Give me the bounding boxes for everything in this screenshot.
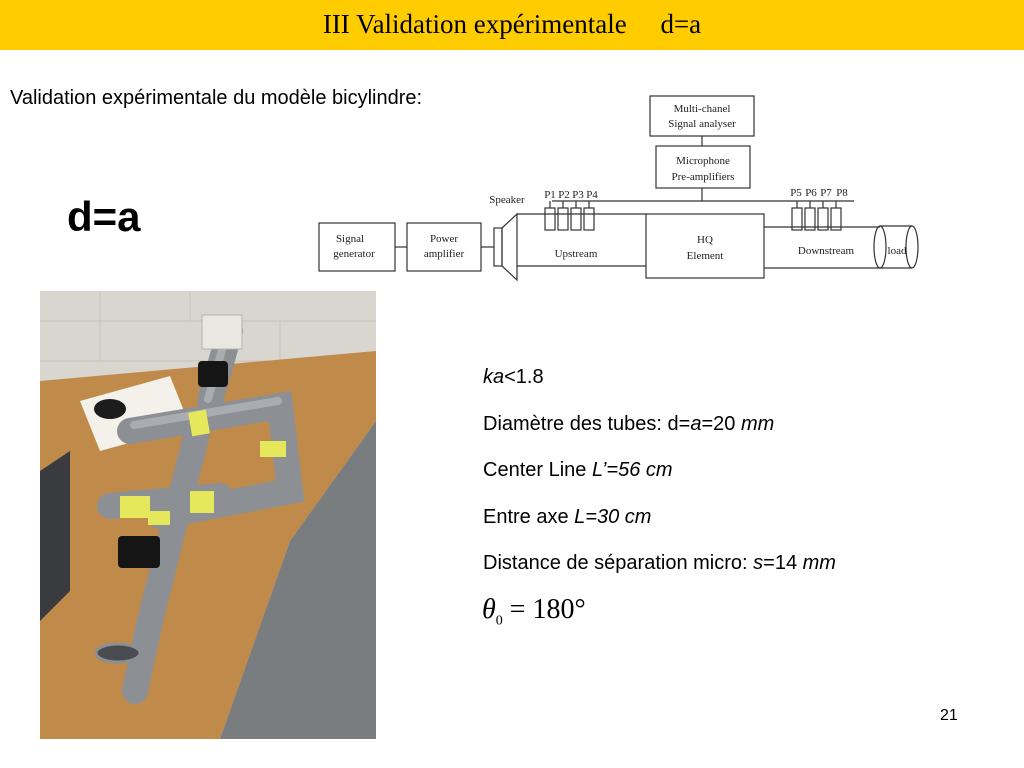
setup-photo bbox=[40, 291, 376, 739]
spec-micro-distance-value: =14 bbox=[763, 552, 803, 574]
spec-diameter-value: =20 bbox=[701, 412, 741, 435]
element-label-2: Element bbox=[686, 250, 724, 262]
preamp-label-1: Microphone bbox=[676, 155, 730, 167]
spec-micro-distance-unit: mm bbox=[802, 552, 836, 574]
spec-ka-value: <1.8 bbox=[504, 366, 544, 388]
analyser-box bbox=[650, 96, 754, 136]
mic-label-p3: P3 bbox=[572, 189, 584, 201]
setup-diagram bbox=[312, 90, 924, 290]
theta-equation bbox=[482, 594, 586, 630]
spec-diameter-unit: mm bbox=[740, 412, 775, 435]
spec-diameter-variable: a bbox=[690, 412, 702, 435]
preamp-label-2: Pre-amplifiers bbox=[671, 171, 735, 183]
mic-label-p8: P8 bbox=[836, 187, 848, 199]
mic-label-p4: P4 bbox=[586, 189, 598, 201]
mic-label-p5: P5 bbox=[790, 187, 802, 199]
speaker-label: Speaker bbox=[489, 194, 525, 206]
configuration-label: d=a bbox=[67, 193, 141, 240]
specifications-list bbox=[483, 366, 836, 599]
spec-micro-distance-prefix: Distance de séparation micro: bbox=[483, 552, 754, 574]
slide-title: III Validation expérimentale d=a bbox=[322, 9, 702, 39]
spec-center-line bbox=[483, 459, 836, 506]
power-amp-label-1: Power bbox=[429, 233, 459, 245]
upstream-label: Upstream bbox=[554, 248, 598, 260]
spec-ka bbox=[483, 366, 836, 413]
power-amp-label-2: amplifier bbox=[423, 248, 465, 260]
downstream-label: Downstream bbox=[797, 245, 855, 257]
analyser-label-1: Multi-chanel bbox=[673, 103, 731, 115]
mic-label-p7: P7 bbox=[820, 187, 832, 199]
theta-symbol: θ bbox=[482, 594, 496, 625]
element-label-1: HQ bbox=[697, 234, 713, 246]
power-amplifier-box bbox=[407, 223, 481, 271]
load-label: load bbox=[887, 245, 907, 257]
generator-label-1: Signal bbox=[335, 233, 365, 245]
spec-micro-distance-variable: s bbox=[753, 552, 764, 574]
mic-label-p6: P6 bbox=[805, 187, 817, 199]
slide-subtitle: Validation expérimentale du modèle bicylindre: bbox=[10, 87, 423, 109]
spec-center-line-prefix: Center Line bbox=[483, 459, 592, 481]
page-number: 21 bbox=[940, 707, 958, 724]
generator-label-2: generator bbox=[333, 248, 375, 260]
title-banner bbox=[0, 0, 1024, 50]
mic-label-p1: P1 bbox=[544, 189, 556, 201]
spec-entre-axe-value: L=30 cm bbox=[574, 505, 652, 528]
spec-entre-axe-prefix: Entre axe bbox=[483, 505, 575, 528]
spec-ka-variable: ka bbox=[483, 366, 505, 388]
signal-generator-box bbox=[319, 223, 395, 271]
spec-micro-distance bbox=[483, 552, 836, 599]
spec-entre-axe bbox=[483, 506, 836, 553]
analyser-label-2: Signal analyser bbox=[668, 118, 736, 130]
mic-label-p2: P2 bbox=[558, 189, 570, 201]
spec-diameter bbox=[483, 413, 836, 460]
hq-element-box bbox=[646, 214, 764, 278]
spec-center-line-value: L’=56 cm bbox=[591, 459, 673, 481]
spec-diameter-prefix: Diamètre des tubes: d= bbox=[483, 412, 691, 435]
theta-value: = 180° bbox=[509, 594, 586, 625]
theta-subscript: 0 bbox=[495, 613, 503, 629]
